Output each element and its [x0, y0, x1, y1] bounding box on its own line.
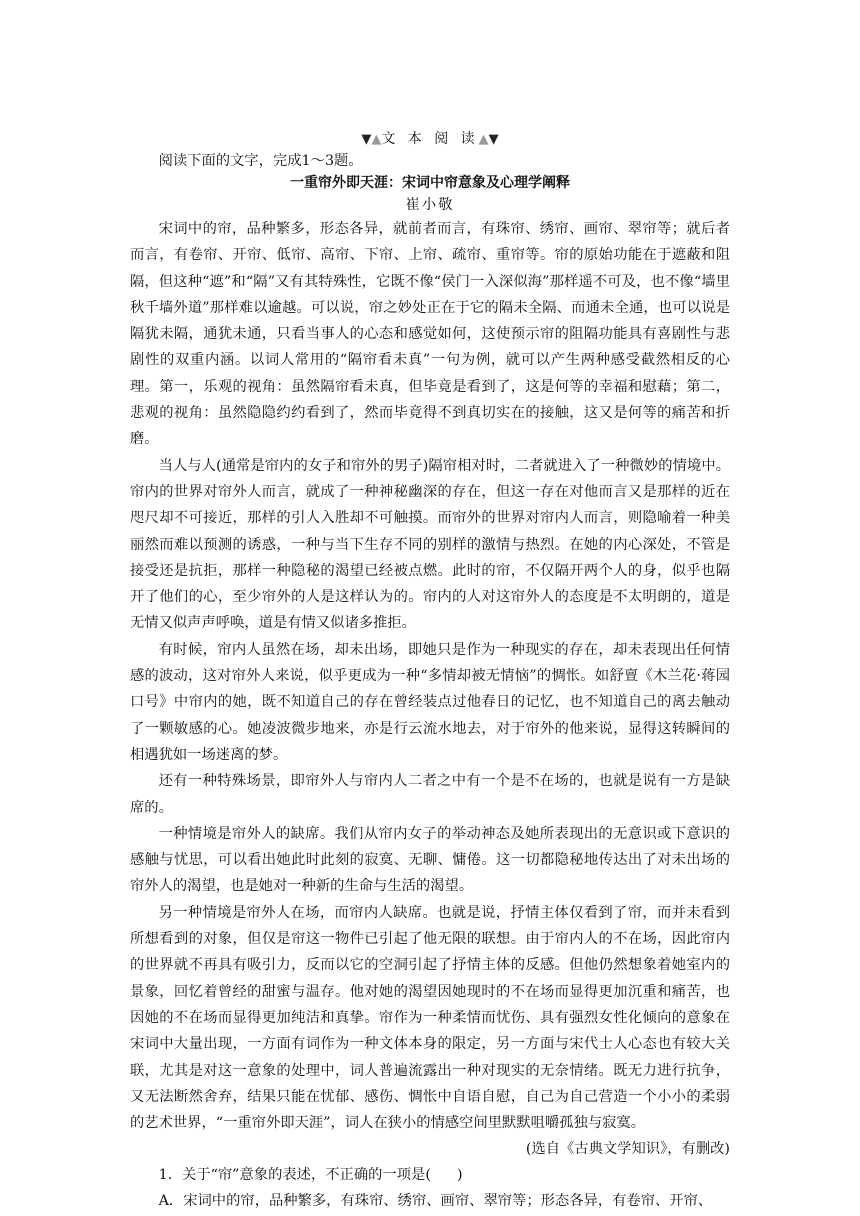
article-paragraph: 宋词中的帘，品种繁多，形态各异，就前者而言，有珠帘、绣帘、画帘、翠帘等；就后者而言，有卷帘、开帘、低帘、高帘、下帘、上帘、疏帘、重帘等。帘的原始功能在于遮蔽和阻隔，但这种“遮”和“隔”又有其特殊性，它既不像“侯门一入深似海”那样遥不可及，也不像“墙里秋千墙外道”那样难以逾越。可以说，帘之妙处正在于它的隔未全隔、而通未全通，也可以说是隔犹未隔，通犹未通，只看当事人的心态和感觉如何，这使预示帘的阻隔功能具有喜剧性与悲剧性的双重内涵。以词人常用的“隔帘看未真”一句为例，就可以产生两种感受截然相反的心理。第一，乐观的视角：虽然隔帘看未真，但毕竟是看到了，这是何等的幸福和慰藉；第二，悲观的视角：虽然隐隐约约看到了，然而毕竟得不到真切实在的接触，这又是何等的痛苦和折磨。 — [130, 221, 730, 448]
source-citation: (选自《古典文学知识》，有删改) — [525, 1141, 730, 1158]
reading-instruction: 阅读下面的文字，完成1～3题。 — [158, 153, 363, 169]
document-page — [130, 128, 730, 1214]
question-stem: 1．关于“帘”意象的表述，不正确的一项是( — [158, 1167, 431, 1184]
article-title: 一重帘外即天涯：宋词中帘意象及心理学阐释 — [290, 175, 570, 191]
article-paragraph: 另一种情境是帘外人在场，而帘内人缺席。也就是说，抒情主体仅看到了帘，而并未看到所想看到的对象，但仅是帘这一物件已引起了他无限的联想。由于帘内人的不在场，因此帘内的世界就不再具有吸引力，反而以它的空洞引起了抒情主体的反感。但他仍然想象着她室内的景象，回忆着曾经的甜蜜与温存。他对她的渴望因她现时的不在场而显得更加沉重和痛苦，也因她的不在场而显得更加纯洁和真挚。帘作为一种柔情而忧伤、具有强烈女性化倾向的意象在宋词中大量出现，一方面有词作为一种文体本身的限定，另一方面与宋代士人心态也有较大关联，尤其是对这一意象的处理中，词人普遍流露出一种对现实的无奈情绪。既无力进行抗争，又无法断然舍弃，结果只能在忧郁、感伤、惆怅中自语自慰，自己为自己营造一个小小的柔弱的艺术世界，“一重帘外即天涯”，词人在狭小的情感空间里默默咀嚼孤独与寂寞。 — [130, 904, 730, 1132]
section-header — [130, 128, 730, 150]
article-paragraph: 一种情境是帘外人的缺席。我们从帘内女子的举动神态及她所表现出的无意识或下意识的感触与忧思，可以看出她此时此刻的寂寞、无聊、慵倦。这一切都隐秘地传达出了对未出场的帘外人的渴望，也是她对一种新的生命与生活的渴望。 — [130, 825, 730, 895]
question-stem-end: ) — [456, 1167, 463, 1184]
section-label: 文 本 阅 读 — [381, 131, 479, 147]
article-paragraph: 当人与人(通常是帘内的女子和帘外的男子)隔帘相对时，二者就进入了一种微妙的情境中。帘内的世界对帘外人而言，就成了一种神秘幽深的存在，但这一存在对他而言又是那样的近在咫尺却不可接近，那样的引人入胜却不可触摸。而帘外的世界对帘内人而言，则隐喻着一种美丽然而难以预测的诱惑，一种与当下生存不同的别样的激情与热烈。在她的内心深处，不管是接受还是抗拒，那样一种隐秘的渴望已经被点燃。此时的帘，不仅隔开两个人的身，似乎也隔开了他们的心，至少帘外的人是这样认为的。帘内的人对这帘外人的态度是不太明朗的，道是无情又似声声呼唤，道是有情又似诸多推拒。 — [130, 457, 730, 632]
question-1 — [130, 1162, 730, 1188]
article-paragraph: 还有一种特殊场景，即帘外人与帘内人二者之中有一个是不在场的，也就是说有一方是缺席的。 — [130, 773, 730, 816]
triangle-up-icon: ▲ — [478, 132, 489, 147]
option-a: A．宋词中的帘，品种繁多，有珠帘、绣帘、画帘、翠帘等；形态各异，有卷帘、开帘、 — [158, 1193, 713, 1210]
triangle-down-icon: ▼ — [488, 132, 499, 147]
article-paragraph: 有时候，帘内人虽然在场，却未出场，即她只是作为一种现实的存在，却未表现出任何情感的波动，这对帘外人来说，似乎更成为一种“多情却被无情恼”的惆怅。如舒亶《木兰花·蒋园口号》中帘内的她，既不知道自己的存在曾经装点过他春日的记忆，也不知道自己的离去触动了一颗敏感的心。她凌波微步地来，亦是行云流水地去，对于帘外的他来说，显得这转瞬间的相遇犹如一场迷离的梦。 — [130, 641, 730, 763]
triangle-up-icon: ▲ — [371, 132, 382, 147]
triangle-down-icon: ▼ — [361, 132, 372, 147]
article-author: 崔小敬 — [405, 197, 455, 213]
